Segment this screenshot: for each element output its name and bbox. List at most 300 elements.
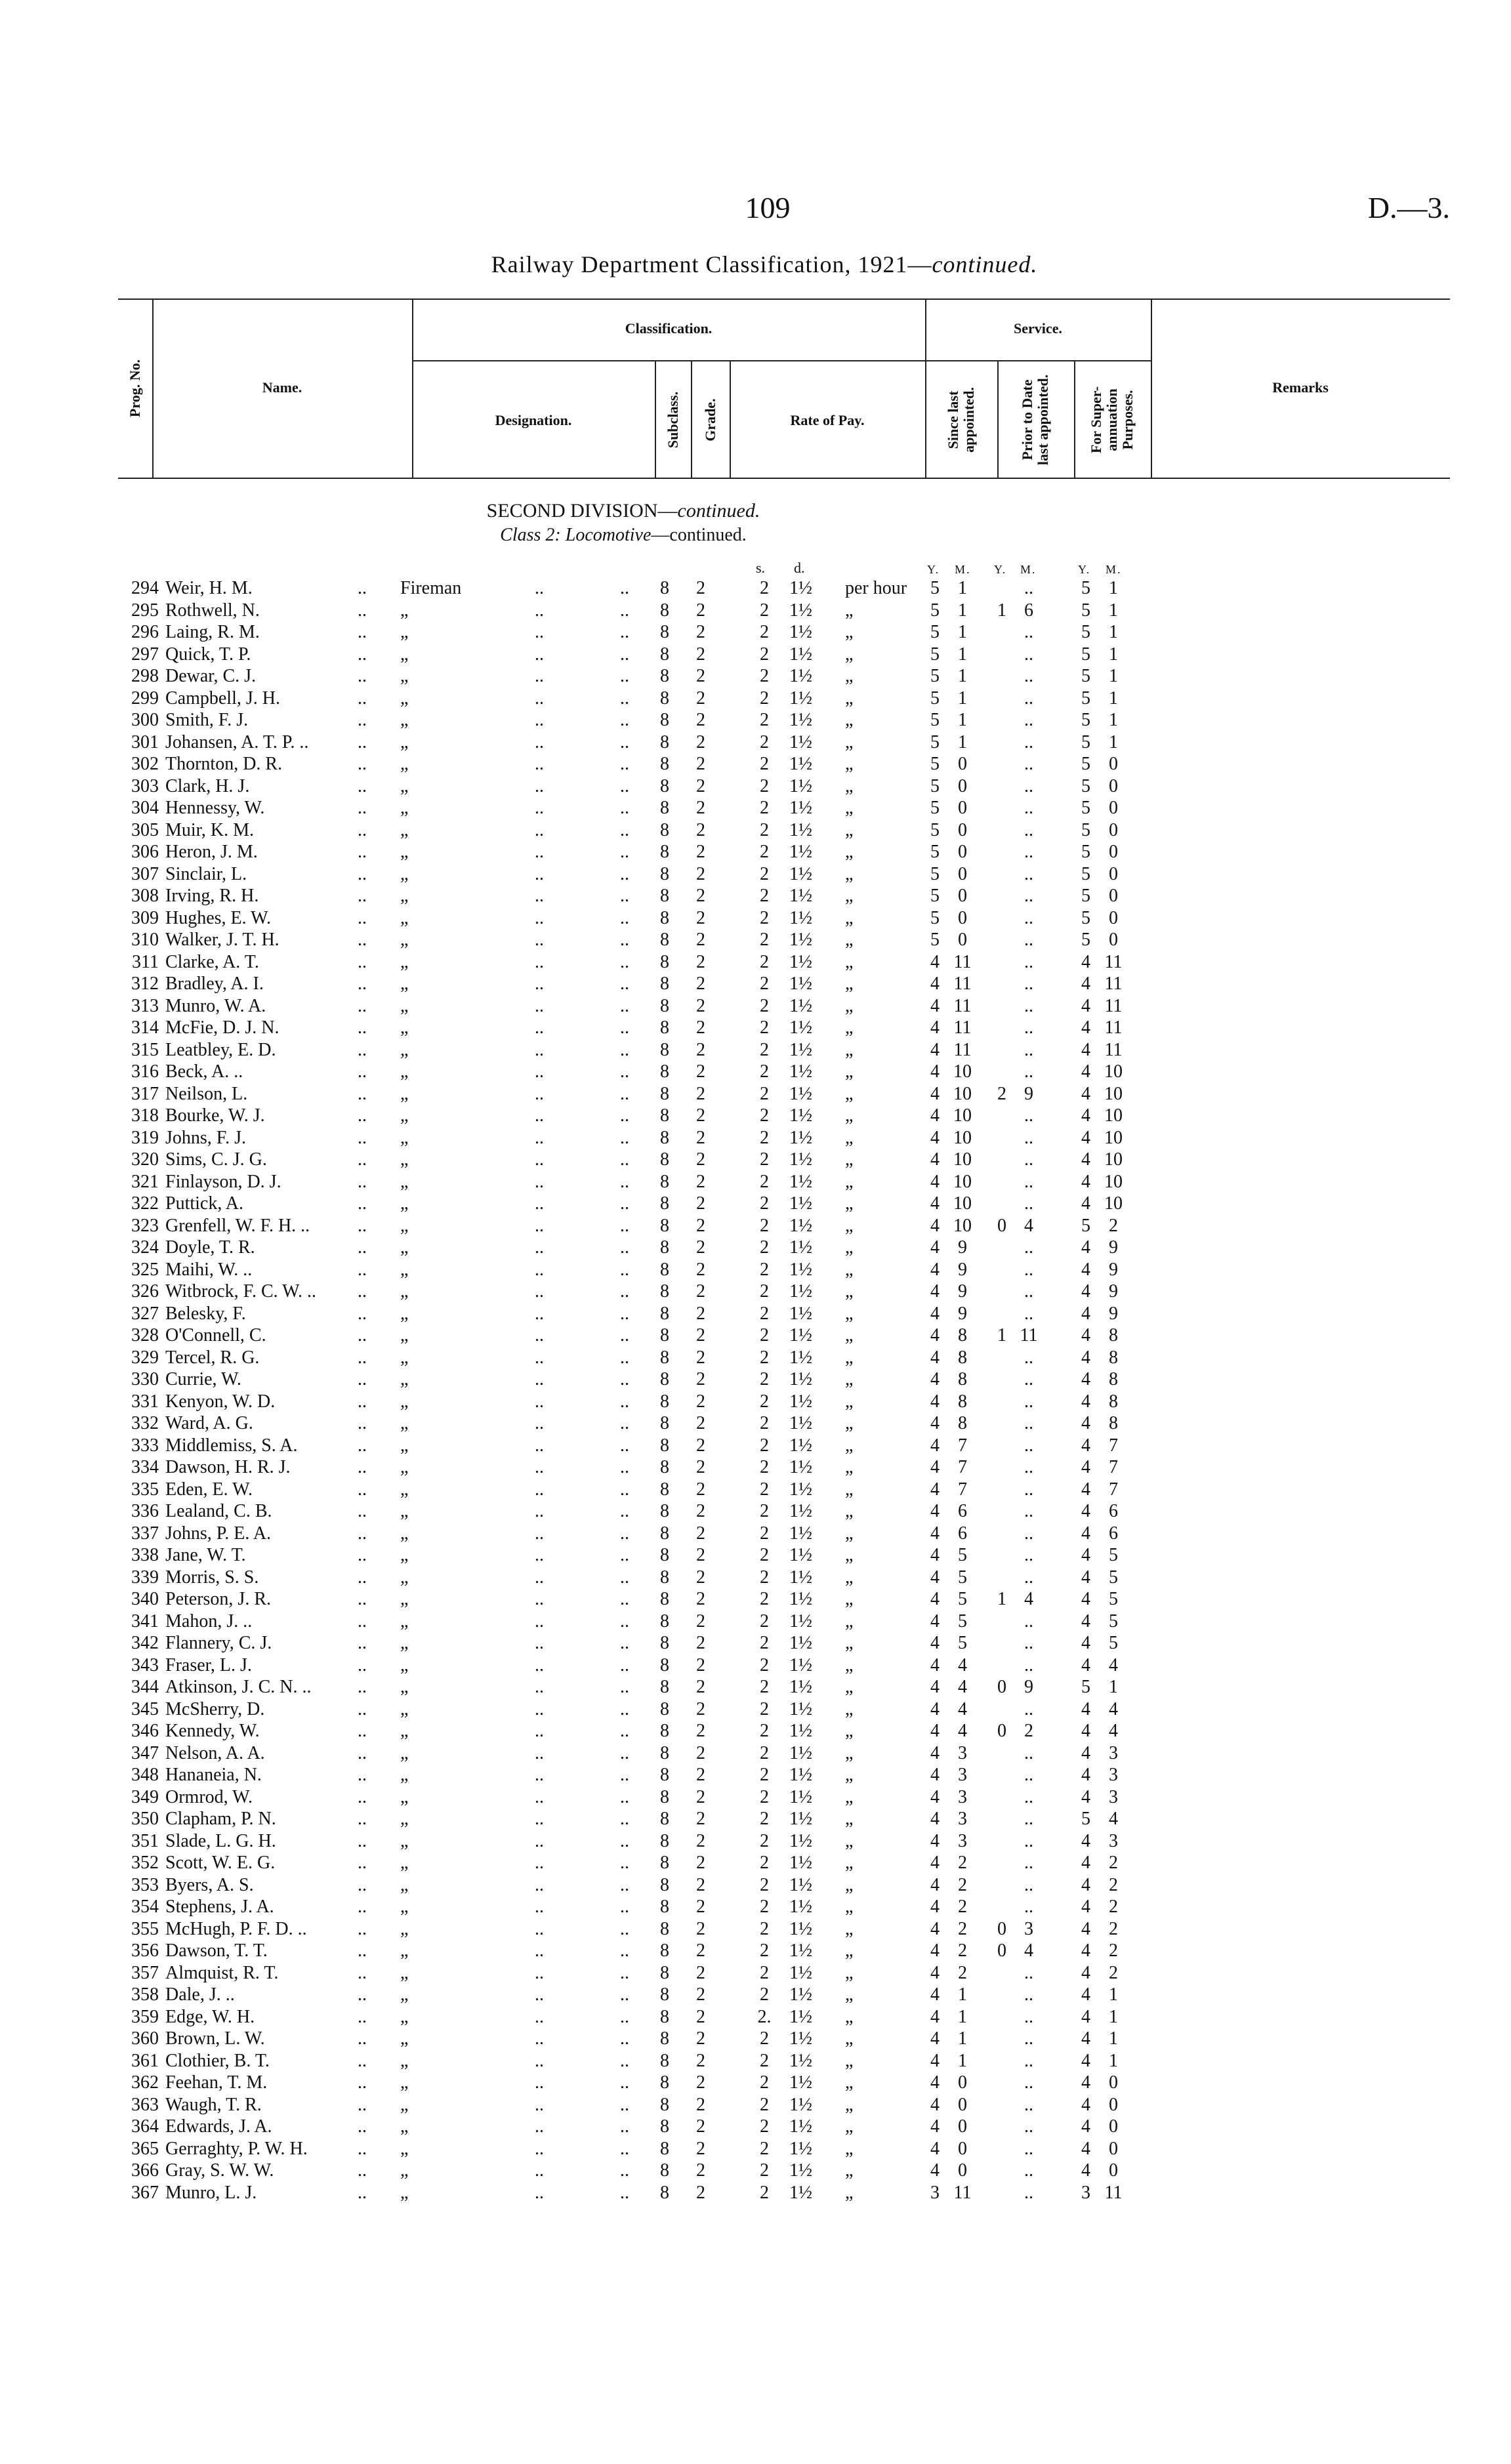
pay-shillings: 2 (760, 974, 769, 994)
since-months: 1 (958, 710, 967, 730)
subclass: 8 (660, 1567, 669, 1588)
subclass: 8 (660, 1545, 669, 1565)
prog-number: 297 (131, 644, 159, 665)
leader-dots: .. (535, 1259, 544, 1280)
pay-shillings: 2 (760, 1017, 769, 1038)
leader-dots: .. (620, 1413, 629, 1433)
since-years: 4 (930, 1347, 940, 1368)
leader-dots: .. (358, 974, 367, 994)
table-row (0, 1808, 1511, 1830)
prog-number: 339 (131, 1567, 159, 1588)
super-months: 1 (1109, 644, 1118, 665)
pay-pence: 1½ (789, 1698, 812, 1719)
pay-pence: 1½ (789, 1523, 812, 1544)
since-years: 4 (930, 1545, 940, 1565)
pay-pence: 1½ (789, 2006, 812, 2027)
since-months: 7 (958, 1457, 967, 1477)
grade: 2 (696, 1523, 705, 1544)
pay-pence: 1½ (789, 1501, 812, 1521)
super-months: 3 (1109, 1742, 1118, 1763)
prior-months: .. (1024, 907, 1033, 928)
divider-since (997, 360, 999, 478)
prior-months: 11 (1020, 1325, 1038, 1345)
since-years: 4 (930, 1567, 940, 1588)
leader-dots: .. (620, 1677, 629, 1697)
staff-name: Smith, F. J. (165, 710, 249, 730)
staff-name: Byers, A. S. (165, 1874, 254, 1895)
super-months: 1 (1109, 710, 1118, 730)
table-row (0, 1654, 1511, 1677)
pay-period: „ (845, 842, 854, 862)
prog-number: 333 (131, 1435, 159, 1456)
since-years: 4 (930, 1523, 940, 1544)
rate-of-pay-header: Rate of Pay. (790, 412, 865, 428)
leader-dots: .. (535, 798, 544, 818)
staff-name: Mahon, J. .. (165, 1611, 253, 1632)
pay-pence: 1½ (789, 710, 812, 730)
staff-name: Clothier, B. T. (165, 2050, 270, 2071)
leader-dots: .. (358, 775, 367, 796)
pay-period: „ (845, 1259, 854, 1280)
prog-number: 327 (131, 1303, 159, 1324)
prior-months: .. (1024, 1962, 1033, 1983)
prog-number: 313 (131, 995, 159, 1016)
subclass: 8 (660, 1083, 669, 1104)
super-years: 5 (1081, 666, 1090, 686)
leader-dots: .. (535, 1171, 544, 1192)
prior-months: .. (1024, 1984, 1033, 2005)
super-years: 5 (1081, 622, 1090, 642)
leader-dots: .. (535, 1039, 544, 1060)
super-years: 4 (1081, 1017, 1090, 1038)
grade: 2 (696, 1413, 705, 1433)
table-row (0, 1237, 1511, 1259)
leader-dots: .. (535, 1765, 544, 1785)
since-years: 4 (930, 1654, 940, 1675)
pay-shillings: 2 (760, 1545, 769, 1565)
staff-name: Maihi, W. .. (165, 1259, 253, 1280)
leader-dots: .. (358, 1259, 367, 1280)
subclass: 8 (660, 2072, 669, 2093)
leader-dots: .. (358, 1325, 367, 1345)
prior-months: .. (1024, 1897, 1033, 1917)
leader-dots: .. (620, 1215, 629, 1236)
table-row (0, 1918, 1511, 1940)
leader-dots: .. (358, 1786, 367, 1807)
designation: „ (400, 1413, 409, 1433)
table-row (0, 1347, 1511, 1369)
since-months: 4 (958, 1654, 967, 1675)
prog-number: 318 (131, 1105, 159, 1126)
leader-dots: .. (535, 995, 544, 1016)
leader-dots: .. (358, 1545, 367, 1565)
super-years: 4 (1081, 1611, 1090, 1632)
leader-dots: .. (535, 819, 544, 840)
designation: „ (400, 1501, 409, 1521)
leader-dots: .. (358, 1698, 367, 1719)
grade: 2 (696, 1874, 705, 1895)
since-months: 0 (958, 842, 967, 862)
super-years: 5 (1081, 1215, 1090, 1236)
grade: 2 (696, 1347, 705, 1368)
grade: 2 (696, 1017, 705, 1038)
leader-dots: .. (358, 1633, 367, 1653)
table-row (0, 644, 1511, 666)
pay-pence: 1½ (789, 1897, 812, 1917)
since-months: 8 (958, 1369, 967, 1389)
pay-shillings: 2 (760, 1039, 769, 1060)
leader-dots: .. (358, 2160, 367, 2181)
subclass: 8 (660, 1786, 669, 1807)
pay-shillings: 2 (760, 2072, 769, 2093)
since-years: 4 (930, 995, 940, 1016)
pay-period: „ (845, 1413, 854, 1433)
leader-dots: .. (620, 1237, 629, 1258)
prog-number: 342 (131, 1633, 159, 1653)
since-years: 5 (930, 644, 940, 665)
since-months: 5 (958, 1567, 967, 1588)
pay-pence: 1½ (789, 1149, 812, 1170)
pay-pence: 1½ (789, 1633, 812, 1653)
pay-pence: 1½ (789, 1347, 812, 1368)
prog-number: 361 (131, 2050, 159, 2071)
since-months: 4 (958, 1677, 967, 1697)
leader-dots: .. (358, 995, 367, 1016)
pay-period: „ (845, 1061, 854, 1082)
pay-shillings: 2 (760, 775, 769, 796)
pay-shillings: 2 (760, 1721, 769, 1741)
grade: 2 (696, 1940, 705, 1961)
since-months: 7 (958, 1479, 967, 1500)
leader-dots: .. (358, 1654, 367, 1675)
super-years: 5 (1081, 907, 1090, 928)
super-years: 4 (1081, 1567, 1090, 1588)
pay-period: „ (845, 1281, 854, 1302)
subclass: 8 (660, 886, 669, 906)
staff-name: McFie, D. J. N. (165, 1017, 279, 1038)
pay-pence: 1½ (789, 731, 812, 752)
since-years: 4 (930, 951, 940, 972)
prog-number: 329 (131, 1347, 159, 1368)
prior-years: 0 (997, 1918, 1006, 1939)
subclass: 8 (660, 995, 669, 1016)
leader-dots: .. (620, 2116, 629, 2137)
super-years: 4 (1081, 1127, 1090, 1148)
table-row (0, 863, 1511, 886)
table-row (0, 885, 1511, 907)
since-months: 5 (958, 1633, 967, 1653)
subclass: 8 (660, 666, 669, 686)
prior-years: 1 (997, 600, 1006, 621)
super-months: 1 (1109, 731, 1118, 752)
super-years: 4 (1081, 1061, 1090, 1082)
pay-shillings: 2 (760, 622, 769, 642)
pay-pence: 1½ (789, 886, 812, 906)
since-years: 4 (930, 1127, 940, 1148)
since-years: 4 (930, 2006, 940, 2027)
designation: „ (400, 1171, 409, 1192)
super-months: 1 (1109, 2050, 1118, 2071)
staff-name: Waugh, T. R. (165, 2094, 262, 2115)
super-years: 5 (1081, 775, 1090, 796)
leader-dots: .. (620, 1567, 629, 1588)
super-years: 5 (1081, 710, 1090, 730)
leader-dots: .. (535, 842, 544, 862)
super-months: 0 (1109, 886, 1118, 906)
grade: 2 (696, 2006, 705, 2027)
pay-period: „ (845, 1193, 854, 1214)
super-years: 5 (1081, 578, 1090, 598)
since-months: 0 (958, 775, 967, 796)
prior-months: .. (1024, 2006, 1033, 2027)
leader-dots: .. (620, 1523, 629, 1544)
leader-dots: .. (535, 666, 544, 686)
pay-shillings: 2 (760, 1742, 769, 1763)
since-months: 0 (958, 863, 967, 884)
grade: 2 (696, 1193, 705, 1214)
staff-name: Walker, J. T. H. (165, 930, 279, 950)
prior-months: .. (1024, 1259, 1033, 1280)
pay-period: „ (845, 995, 854, 1016)
leader-dots: .. (535, 1523, 544, 1544)
leader-dots: .. (358, 842, 367, 862)
name-header: Name. (262, 379, 302, 396)
staff-name: Hananeia, N. (165, 1765, 262, 1785)
prior-months: 4 (1024, 1589, 1033, 1609)
remarks-header: Remarks (1272, 379, 1329, 396)
pay-shillings: 2 (760, 2138, 769, 2159)
leader-dots: .. (358, 1435, 367, 1456)
pay-shillings: 2 (760, 1435, 769, 1456)
since-months: 4 (958, 1721, 967, 1741)
grade: 2 (696, 688, 705, 708)
pay-period: „ (845, 1677, 854, 1697)
pay-shillings: 2 (760, 1083, 769, 1104)
leader-dots: .. (535, 1830, 544, 1851)
leader-dots: .. (535, 1721, 544, 1741)
prog-no-header: Prog. No. (127, 359, 143, 418)
prog-number: 340 (131, 1589, 159, 1609)
super-months: 9 (1109, 1281, 1118, 1302)
leader-dots: .. (620, 1457, 629, 1477)
designation: „ (400, 842, 409, 862)
prog-number: 302 (131, 754, 159, 774)
since-months: 5 (958, 1589, 967, 1609)
pay-period: „ (845, 2050, 854, 2071)
table-row (0, 2006, 1511, 2028)
table-row (0, 2116, 1511, 2138)
staff-name: Witbrock, F. C. W. .. (165, 1281, 316, 1302)
designation: „ (400, 666, 409, 686)
super-years: 4 (1081, 1325, 1090, 1345)
staff-name: Atkinson, J. C. N. .. (165, 1677, 312, 1697)
leader-dots: .. (535, 644, 544, 665)
pay-pence: 1½ (789, 1325, 812, 1345)
leader-dots: .. (358, 754, 367, 774)
leader-dots: .. (358, 1721, 367, 1741)
leader-dots: .. (620, 1325, 629, 1345)
table-row (0, 577, 1511, 600)
pay-pence: 1½ (789, 974, 812, 994)
header-top-rule (118, 298, 1450, 300)
since-months: 2 (958, 1940, 967, 1961)
leader-dots: .. (358, 1897, 367, 1917)
subclass: 8 (660, 2160, 669, 2181)
pay-period: „ (845, 1830, 854, 1851)
table-row (0, 1852, 1511, 1874)
grade: 2 (696, 1611, 705, 1632)
leader-dots: .. (535, 1962, 544, 1983)
leader-dots: .. (358, 688, 367, 708)
leader-dots: .. (620, 1193, 629, 1214)
table-row (0, 1611, 1511, 1633)
prog-number: 304 (131, 798, 159, 818)
table-row (0, 600, 1511, 622)
prior-months: 9 (1024, 1677, 1033, 1697)
table-row (0, 1786, 1511, 1809)
since-years: 5 (930, 775, 940, 796)
pay-shillings: 2 (760, 995, 769, 1016)
table-row (0, 1588, 1511, 1611)
designation: „ (400, 754, 409, 774)
prog-number: 349 (131, 1786, 159, 1807)
leader-dots: .. (535, 1742, 544, 1763)
subclass: 8 (660, 1281, 669, 1302)
grade: 2 (696, 1830, 705, 1851)
prior-months: .. (1024, 1061, 1033, 1082)
since-years: 5 (930, 710, 940, 730)
leader-dots: .. (535, 1479, 544, 1500)
leader-dots: .. (620, 819, 629, 840)
pay-period: „ (845, 2160, 854, 2181)
grade: 2 (696, 1853, 705, 1873)
leader-dots: .. (620, 1479, 629, 1500)
staff-name: Dewar, C. J. (165, 666, 257, 686)
since-months: 1 (958, 1984, 967, 2005)
designation: „ (400, 1017, 409, 1038)
super-years: 5 (1081, 863, 1090, 884)
leader-dots: .. (535, 1853, 544, 1873)
leader-dots: .. (620, 1347, 629, 1368)
leader-dots: .. (620, 1083, 629, 1104)
title-suffix: continued. (932, 251, 1038, 277)
leader-dots: .. (535, 1017, 544, 1038)
grade: 2 (696, 578, 705, 598)
leader-dots: .. (535, 1677, 544, 1697)
pay-period: per hour (845, 578, 907, 598)
since-years: 4 (930, 2050, 940, 2071)
super-years: 4 (1081, 1830, 1090, 1851)
since-months: 9 (958, 1281, 967, 1302)
super-months: 1 (1109, 1984, 1118, 2005)
grade: 2 (696, 2160, 705, 2181)
super-years: 4 (1081, 1435, 1090, 1456)
prog-number: 296 (131, 622, 159, 642)
prog-number: 345 (131, 1698, 159, 1719)
leader-dots: .. (358, 644, 367, 665)
leader-dots: .. (535, 1215, 544, 1236)
subclass: 8 (660, 710, 669, 730)
table-row (0, 1874, 1511, 1897)
since-years: 5 (930, 754, 940, 774)
prior-months: .. (1024, 1567, 1033, 1588)
since-months: 3 (958, 1830, 967, 1851)
leader-dots: .. (535, 1127, 544, 1148)
leader-dots: .. (620, 1962, 629, 1983)
table-row (0, 688, 1511, 710)
prior-months: .. (1024, 754, 1033, 774)
super-months: 10 (1104, 1149, 1123, 1170)
table-row (0, 1567, 1511, 1589)
grade-header: Grade. (702, 398, 718, 441)
designation: „ (400, 1721, 409, 1741)
since-months: 11 (953, 974, 972, 994)
subclass: 8 (660, 600, 669, 621)
since-months: 1 (958, 731, 967, 752)
super-months: 11 (1104, 2182, 1123, 2203)
grade: 2 (696, 2182, 705, 2203)
since-years: 4 (930, 1830, 940, 1851)
prog-number: 316 (131, 1061, 159, 1082)
since-years: 4 (930, 1501, 940, 1521)
pay-shillings: 2 (760, 1633, 769, 1653)
grade: 2 (696, 1984, 705, 2005)
prior-months: .. (1024, 1479, 1033, 1500)
super-years: 4 (1081, 1874, 1090, 1895)
since-years: 5 (930, 666, 940, 686)
staff-name: Dawson, T. T. (165, 1940, 268, 1961)
leader-dots: .. (620, 798, 629, 818)
table-row (0, 1435, 1511, 1457)
grade: 2 (696, 1457, 705, 1477)
prog-number: 306 (131, 842, 159, 862)
pay-pence: 1½ (789, 798, 812, 818)
super-months: 1 (1109, 666, 1118, 686)
super-years: 4 (1081, 1918, 1090, 1939)
prog-number: 317 (131, 1083, 159, 1104)
leader-dots: .. (358, 1809, 367, 1829)
super-months: 10 (1104, 1193, 1123, 1214)
leader-dots: .. (358, 819, 367, 840)
super-years: 5 (1081, 754, 1090, 774)
since-years: 4 (930, 1457, 940, 1477)
staff-name: Hennessy, W. (165, 798, 265, 818)
subclass: 8 (660, 1721, 669, 1741)
super-months: 3 (1109, 1765, 1118, 1785)
prior-months: 6 (1024, 600, 1033, 621)
subclass: 8 (660, 1897, 669, 1917)
since-years: 4 (930, 1215, 940, 1236)
pay-period: „ (845, 2116, 854, 2137)
table-row (0, 1698, 1511, 1721)
prog-number: 323 (131, 1215, 159, 1236)
subclass: 8 (660, 1259, 669, 1280)
subclass: 8 (660, 1303, 669, 1324)
leader-dots: .. (358, 1479, 367, 1500)
designation-header: Designation. (495, 412, 572, 428)
staff-name: Tercel, R. G. (165, 1347, 260, 1368)
pay-shillings: 2 (760, 1061, 769, 1082)
grade: 2 (696, 1369, 705, 1389)
prog-number: 312 (131, 974, 159, 994)
pay-shillings: 2 (760, 1193, 769, 1214)
since-years: 4 (930, 1149, 940, 1170)
super-years: 4 (1081, 1369, 1090, 1389)
subclass: 8 (660, 1809, 669, 1829)
pay-pence: 1½ (789, 1677, 812, 1697)
prior-months: .. (1024, 1786, 1033, 1807)
table-row (0, 1105, 1511, 1127)
